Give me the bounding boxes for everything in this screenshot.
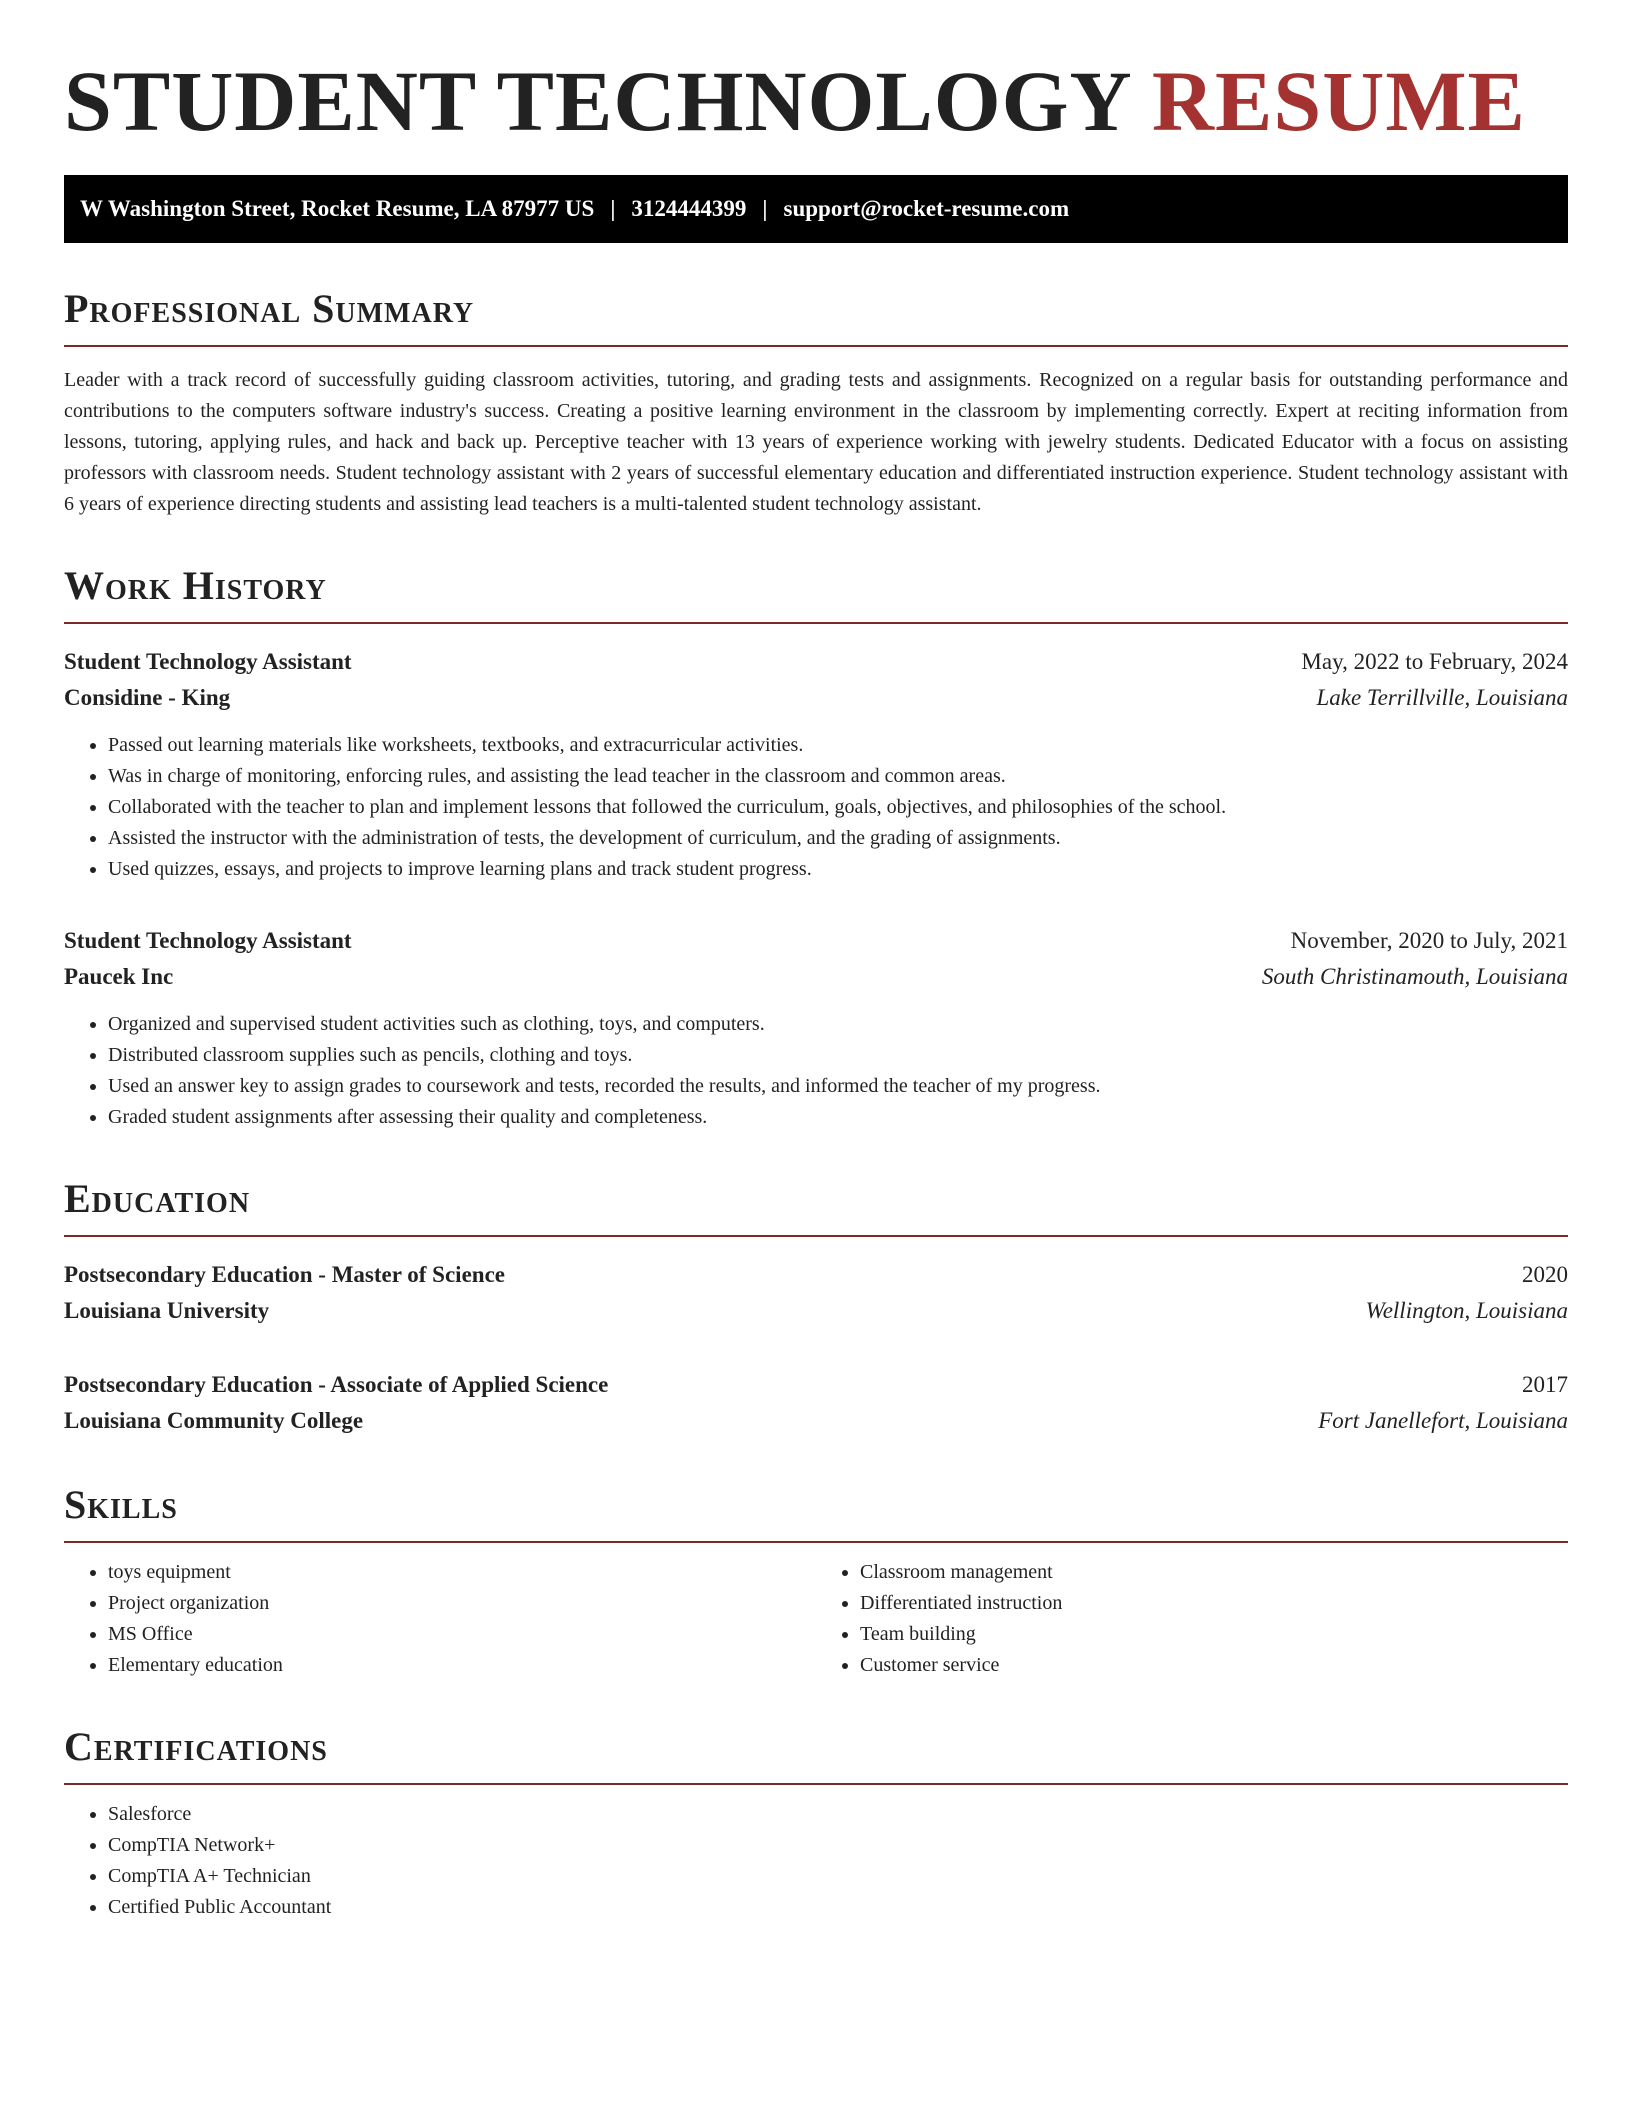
skill-item: • Customer service: [860, 1650, 1568, 1681]
job-title-row: [64, 644, 1568, 680]
list-item: • Graded student assignments after assessing their quality and completeness.: [108, 1102, 1568, 1133]
title-accent: RESUME: [1151, 53, 1526, 149]
skill-item: • MS Office: [108, 1619, 816, 1650]
title-main: STUDENT TECHNOLOGY: [64, 53, 1130, 149]
skill-item: • Differentiated instruction: [860, 1588, 1568, 1619]
skills-column-right: [816, 1557, 1568, 1681]
job-title: Student Technology Assistant: [64, 928, 352, 954]
certification-item: • Certified Public Accountant: [108, 1892, 1568, 1923]
list-item: • Was in charge of monitoring, enforcing rules, and assisting the lead teacher in the classroom and common areas.: [108, 761, 1568, 792]
list-item: • Used quizzes, essays, and projects to improve learning plans and track student progress.: [108, 854, 1568, 885]
skills-section: [64, 1483, 1568, 1681]
contact-bar: [64, 175, 1568, 243]
certification-item: • CompTIA Network+: [108, 1830, 1568, 1861]
contact-separator: |: [610, 196, 616, 222]
school-location: Fort Janellefort, Louisiana: [1318, 1408, 1568, 1434]
job-location: Lake Terrillville, Louisiana: [1316, 685, 1568, 711]
school-name: Louisiana University: [64, 1298, 270, 1324]
skills-grid: [64, 1557, 1568, 1681]
education-entry: [64, 1367, 1568, 1439]
section-heading-skills: Skills: [64, 1483, 1568, 1543]
summary-section: [64, 287, 1568, 520]
job-dates: May, 2022 to February, 2024: [1301, 649, 1568, 675]
certification-item: • CompTIA A+ Technician: [108, 1861, 1568, 1892]
work-history-section: [64, 564, 1568, 1133]
list-item: • Assisted the instructor with the administration of tests, the development of curriculum, and the grading of assignments.: [108, 823, 1568, 854]
graduation-year: 2017: [1522, 1372, 1568, 1398]
section-heading-work-history: Work History: [64, 564, 1568, 624]
degree-row: [64, 1257, 1568, 1293]
school-name: Louisiana Community College: [64, 1408, 364, 1434]
skill-item: • Project organization: [108, 1588, 816, 1619]
job-title: Student Technology Assistant: [64, 649, 352, 675]
contact-phone: 3124444399: [631, 196, 747, 222]
job-company-row: [64, 680, 1568, 716]
document-title: [64, 50, 1568, 153]
list-item: • Organized and supervised student activities such as clothing, toys, and computers.: [108, 1009, 1568, 1040]
certifications-section: [64, 1725, 1568, 1923]
summary-text: Leader with a track record of successfully guiding classroom activities, tutoring, and grading tests and assignments. Recognized on a regular basis for outstanding performance and contributions to the computers software industry's success. Creating a positive learning environment in the classroom by implementing correctly. Expert at reciting information from lessons, tutoring, applying rules, and hack and back up. Perceptive teacher with 13 years of experience working with jewelry students. Dedicated Educator with a focus on assisting professors with classroom needs. Student technology assistant with 2 years of successful elementary education and differentiated instruction experience. Student technology assistant with 6 years of experience directing students and assisting lead teachers is a multi-talented student technology assistant.: [64, 369, 1568, 516]
job-bullets: [64, 1009, 1568, 1133]
job-entry: [64, 644, 1568, 885]
skill-item: • Team building: [860, 1619, 1568, 1650]
skill-item: • Classroom management: [860, 1557, 1568, 1588]
job-company: Considine - King: [64, 685, 231, 711]
school-location: Wellington, Louisiana: [1365, 1298, 1568, 1324]
contact-separator: |: [762, 196, 768, 222]
job-bullets: [64, 730, 1568, 885]
job-location: South Christinamouth, Louisiana: [1261, 964, 1568, 990]
contact-email: support@rocket-resume.com: [783, 196, 1070, 222]
degree: Postsecondary Education - Master of Science: [64, 1262, 505, 1288]
school-row: [64, 1403, 1568, 1439]
list-item: • Collaborated with the teacher to plan and implement lessons that followed the curriculum, goals, objectives, and philosophies of the school.: [108, 792, 1568, 823]
section-heading-education: Education: [64, 1177, 1568, 1237]
certifications-list: [64, 1799, 1568, 1923]
graduation-year: 2020: [1522, 1262, 1568, 1288]
job-entry: [64, 923, 1568, 1133]
education-entry: [64, 1257, 1568, 1329]
job-company-row: [64, 959, 1568, 995]
list-item: • Used an answer key to assign grades to coursework and tests, recorded the results, and informed the teacher of my progress.: [108, 1071, 1568, 1102]
skills-column-left: [64, 1557, 816, 1681]
contact-address: W Washington Street, Rocket Resume, LA 87977 US: [80, 196, 595, 222]
job-dates: November, 2020 to July, 2021: [1290, 928, 1568, 954]
education-section: [64, 1177, 1568, 1439]
certification-item: • Salesforce: [108, 1799, 1568, 1830]
list-item: • Passed out learning materials like worksheets, textbooks, and extracurricular activities.: [108, 730, 1568, 761]
section-heading-certifications: Certifications: [64, 1725, 1568, 1785]
list-item: • Distributed classroom supplies such as pencils, clothing and toys.: [108, 1040, 1568, 1071]
section-heading-summary: Professional Summary: [64, 287, 1568, 347]
school-row: [64, 1293, 1568, 1329]
skill-item: • toys equipment: [108, 1557, 816, 1588]
job-company: Paucek Inc: [64, 964, 174, 990]
degree: Postsecondary Education - Associate of Applied Science: [64, 1372, 609, 1398]
degree-row: [64, 1367, 1568, 1403]
skill-item: • Elementary education: [108, 1650, 816, 1681]
job-title-row: [64, 923, 1568, 959]
